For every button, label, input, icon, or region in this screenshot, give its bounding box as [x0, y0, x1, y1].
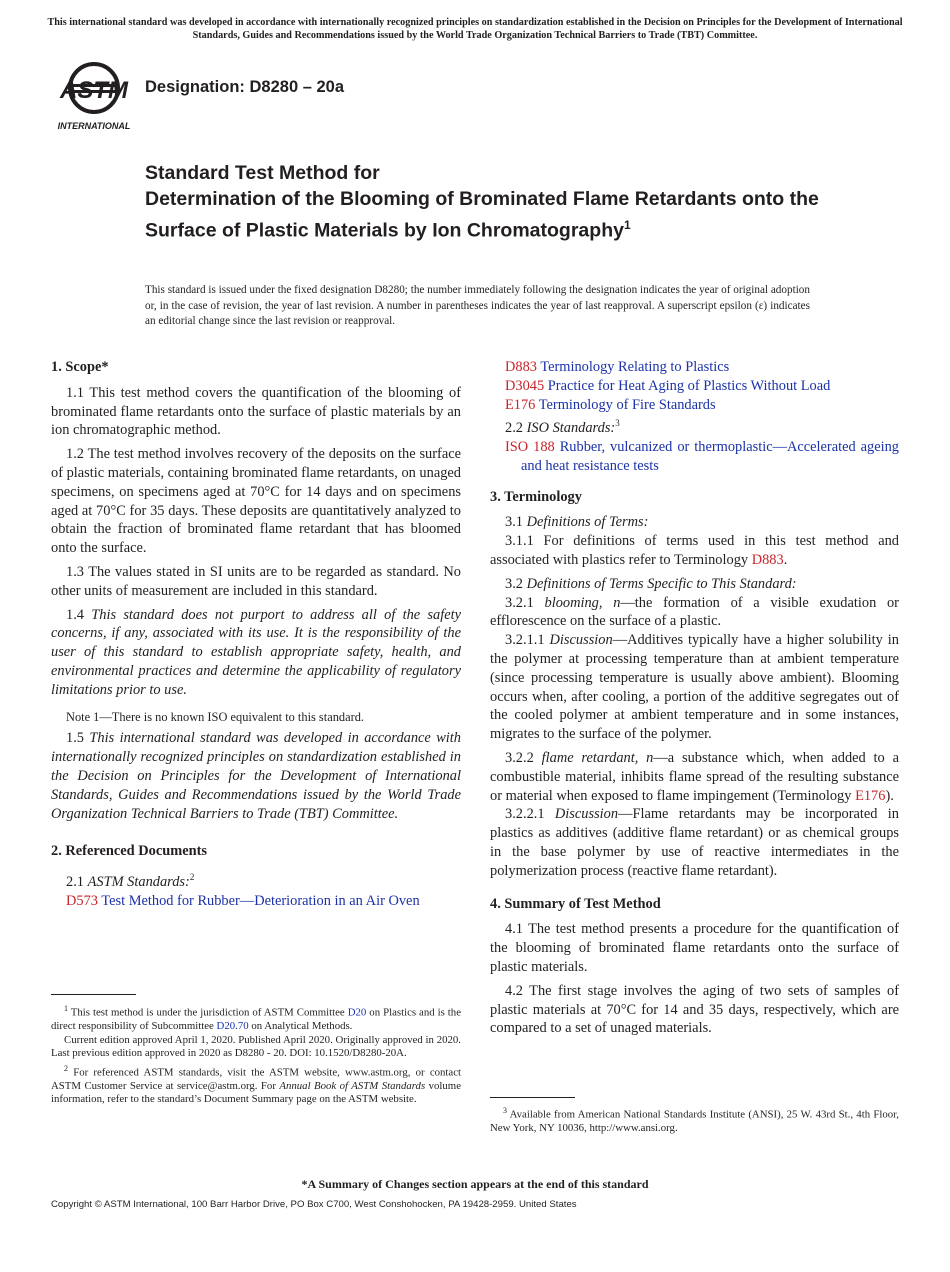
svg-text:INTERNATIONAL: INTERNATIONAL — [57, 121, 131, 131]
reference-e176[interactable]: E176 Terminology of Fire Standards — [505, 396, 716, 413]
paragraph-3-1: 3.1 Definitions of Terms: — [505, 514, 649, 531]
issue-note: This standard is issued under the fixed designation D8280; the number immediately following the designation indicates the year of original adoption or, in the case of revision, the year of last revision. A number in parentheses indicates the year of last reapproval. A superscript epsilon (ε) indicates an editorial change since the last revision or reapproval. — [145, 284, 810, 327]
footnote-1: $^1$ This test method is under the jurisdiction of ASTM Committee D20 on Plastics and is the direct responsibility of Subcommittee D20.70 on Analytical Methods. — [51, 1004, 461, 1032]
reference-d573[interactable]: D573 Test Method for Rubber—Deterioration in an Air Oven — [66, 892, 420, 909]
left-column — [51, 358, 461, 911]
link-d20-70[interactable]: D20.70 — [216, 1019, 249, 1032]
astm-logo — [52, 58, 136, 132]
designation: Designation: D8280 – 20a — [145, 78, 344, 96]
paragraph-1-4: 1.4 This standard does not purport to address all of the safety concerns, if any, associated with its use. It is the responsibility of the user of this standard to establish appropriate safety, health, and environmental practices and determine the applicability of regulatory limitations prior to use. — [51, 606, 461, 698]
note-1: Note 1—There is no known ISO equivalent to this standard. — [66, 709, 365, 724]
paragraph-1-1: 1.1 This test method covers the quantification of the blooming of brominated flame retardants onto the surface of plastic materials by an ion chromatographic method. — [51, 384, 461, 439]
paragraph-3-2-2: 3.2.2 flame retardant, n—a substance which, when added to a combustible material, inhibits flame spread of the resulting substance or material when exposed to flame impingement (Terminology E176). — [490, 749, 899, 804]
footnote-1-edition: Current edition approved April 1, 2020. Published April 2020. Originally approved in 2020. Last previous edition approved in 2020 as D8280 - 20. DOI: 10.1520/D8280-20A. — [51, 1034, 461, 1060]
paragraph-1-2: 1.2 The test method involves recovery of the deposits on the surface of plastic materials, containing brominated flame retardants, on unaged specimens, on specimens aged at 70°C for 14 days and on specimens aged at 70°C for 35 days. These deposits are quantitatively analyzed to obtain the fraction of brominated flame retardant that has bloomed onto the surface. — [51, 446, 461, 557]
right-column — [490, 358, 899, 1043]
development-notice: This international standard was developed in accordance with internationally recognized principles on standardization established in the Decision on Principles for the Development of International Standards, Guides and Recommendations issued by the World Trade Organization Technical Barriers to Trade (TBT) Committee. — [47, 17, 903, 41]
footnote-2: $^2$ For referenced ASTM standards, visit the ASTM website, www.astm.org, or contact ASTM Customer Service at service@astm.org. For Annual Book of ASTM Standards volume information, refer to the standard’s Document Summary page on the ASTM website. — [51, 1063, 461, 1105]
reference-d883[interactable]: D883 Terminology Relating to Plastics — [505, 359, 730, 375]
title-footnote-mark: 1 — [623, 218, 631, 232]
svg-text:ASTM: ASTM — [60, 77, 128, 104]
document-title — [145, 160, 825, 244]
paragraph-3-2: 3.2 Definitions of Terms Specific to This Standard: — [505, 575, 797, 592]
copyright: Copyright © ASTM International, 100 Barr Harbor Drive, PO Box C700, West Conshohocken, PA 19428-2959. United States — [51, 1199, 577, 1210]
paragraph-4-2: 4.2 The first stage involves the aging of two sets of samples of plastic materials at 70°C for 14 and 35 days, respectively, which are compared to a set of unaged materials. — [490, 982, 899, 1037]
paragraph-4-1: 4.1 The test method presents a procedure for the quantification of the blooming of brominated flame retardants onto the surface of plastic materials. — [490, 921, 899, 975]
link-d20[interactable]: D20 — [347, 1006, 367, 1019]
paragraph-3-2-1: 3.2.1 blooming, n—the formation of a visible exudation or efflorescence on the surface of a plastic. — [490, 594, 899, 630]
link-d883[interactable]: D883 — [751, 551, 784, 568]
paragraph-2-1: 2.1 ASTM Standards:$^2$ — [66, 872, 195, 890]
footnote-3: $^3$ Available from American National Standards Institute (ANSI), 25 W. 43rd St., 4th Floor, New York, NY 10036, http://www.ansi.org. — [490, 1106, 899, 1134]
title-line-1: Standard Test Method for — [145, 162, 380, 184]
section-heading-scope: 1. Scope* — [51, 359, 109, 375]
paragraph-3-2-2-1: 3.2.2.1 Discussion—Flame retardants may be incorporated in plastics as additives (additive flame retardant) or as chemical groups in the base polymer by use of reactive intermediates in the polymerization process (reactive flame retardant). — [490, 806, 899, 879]
section-heading-summary: 4. Summary of Test Method — [490, 895, 661, 912]
link-e176[interactable]: E176 — [855, 787, 886, 804]
paragraph-1-5: 1.5 This international standard was developed in accordance with internationally recognized principles on standardization established in the Decision on Principles for the Development of International Standards, Guides and Recommendations issued by the World Trade Organization Technical Barriers to Trade (TBT) Committee. — [51, 730, 461, 822]
paragraph-1-3: 1.3 The values stated in SI units are to be regarded as standard. No other units of measurement are included in this standard. — [51, 563, 461, 599]
footnotes-right — [490, 1104, 899, 1136]
footnotes-left — [51, 1002, 461, 1107]
section-heading-terminology: 3. Terminology — [490, 488, 582, 505]
paragraph-3-1-1: 3.1.1 For definitions of terms used in this test method and associated with plastics refer to Terminology D883. — [490, 533, 899, 568]
section-heading-referenced-documents: 2. Referenced Documents — [51, 843, 207, 860]
paragraph-3-2-1-1: 3.2.1.1 Discussion—Additives typically have a higher solubility in the polymer at processing temperature than at ambient temperature (since processing temperature is usually above ambient). Blooming occurs when, after cooling, a portion of the additive segregates out of the cooled polymer at ambient temperature and in some instances, migrates to the surface of the polymer. — [490, 632, 899, 743]
reference-iso-188[interactable]: ISO 188 Rubber, vulcanized or thermoplastic—Accelerated ageing and heat resistance tests — [505, 438, 899, 474]
footnote-divider — [51, 994, 136, 995]
paragraph-2-2: 2.2 ISO Standards:$^3$ — [505, 418, 620, 437]
footnote-divider-right — [490, 1097, 575, 1098]
summary-of-changes-note: *A Summary of Changes section appears at the end of this standard — [301, 1177, 649, 1191]
reference-d3045[interactable]: D3045 Practice for Heat Aging of Plastics Without Load — [505, 377, 831, 394]
title-line-2: Determination of the Blooming of Brominated Flame Retardants onto the Surface of Plastic Materials by Ion Chromatography$^1$ — [145, 188, 819, 242]
